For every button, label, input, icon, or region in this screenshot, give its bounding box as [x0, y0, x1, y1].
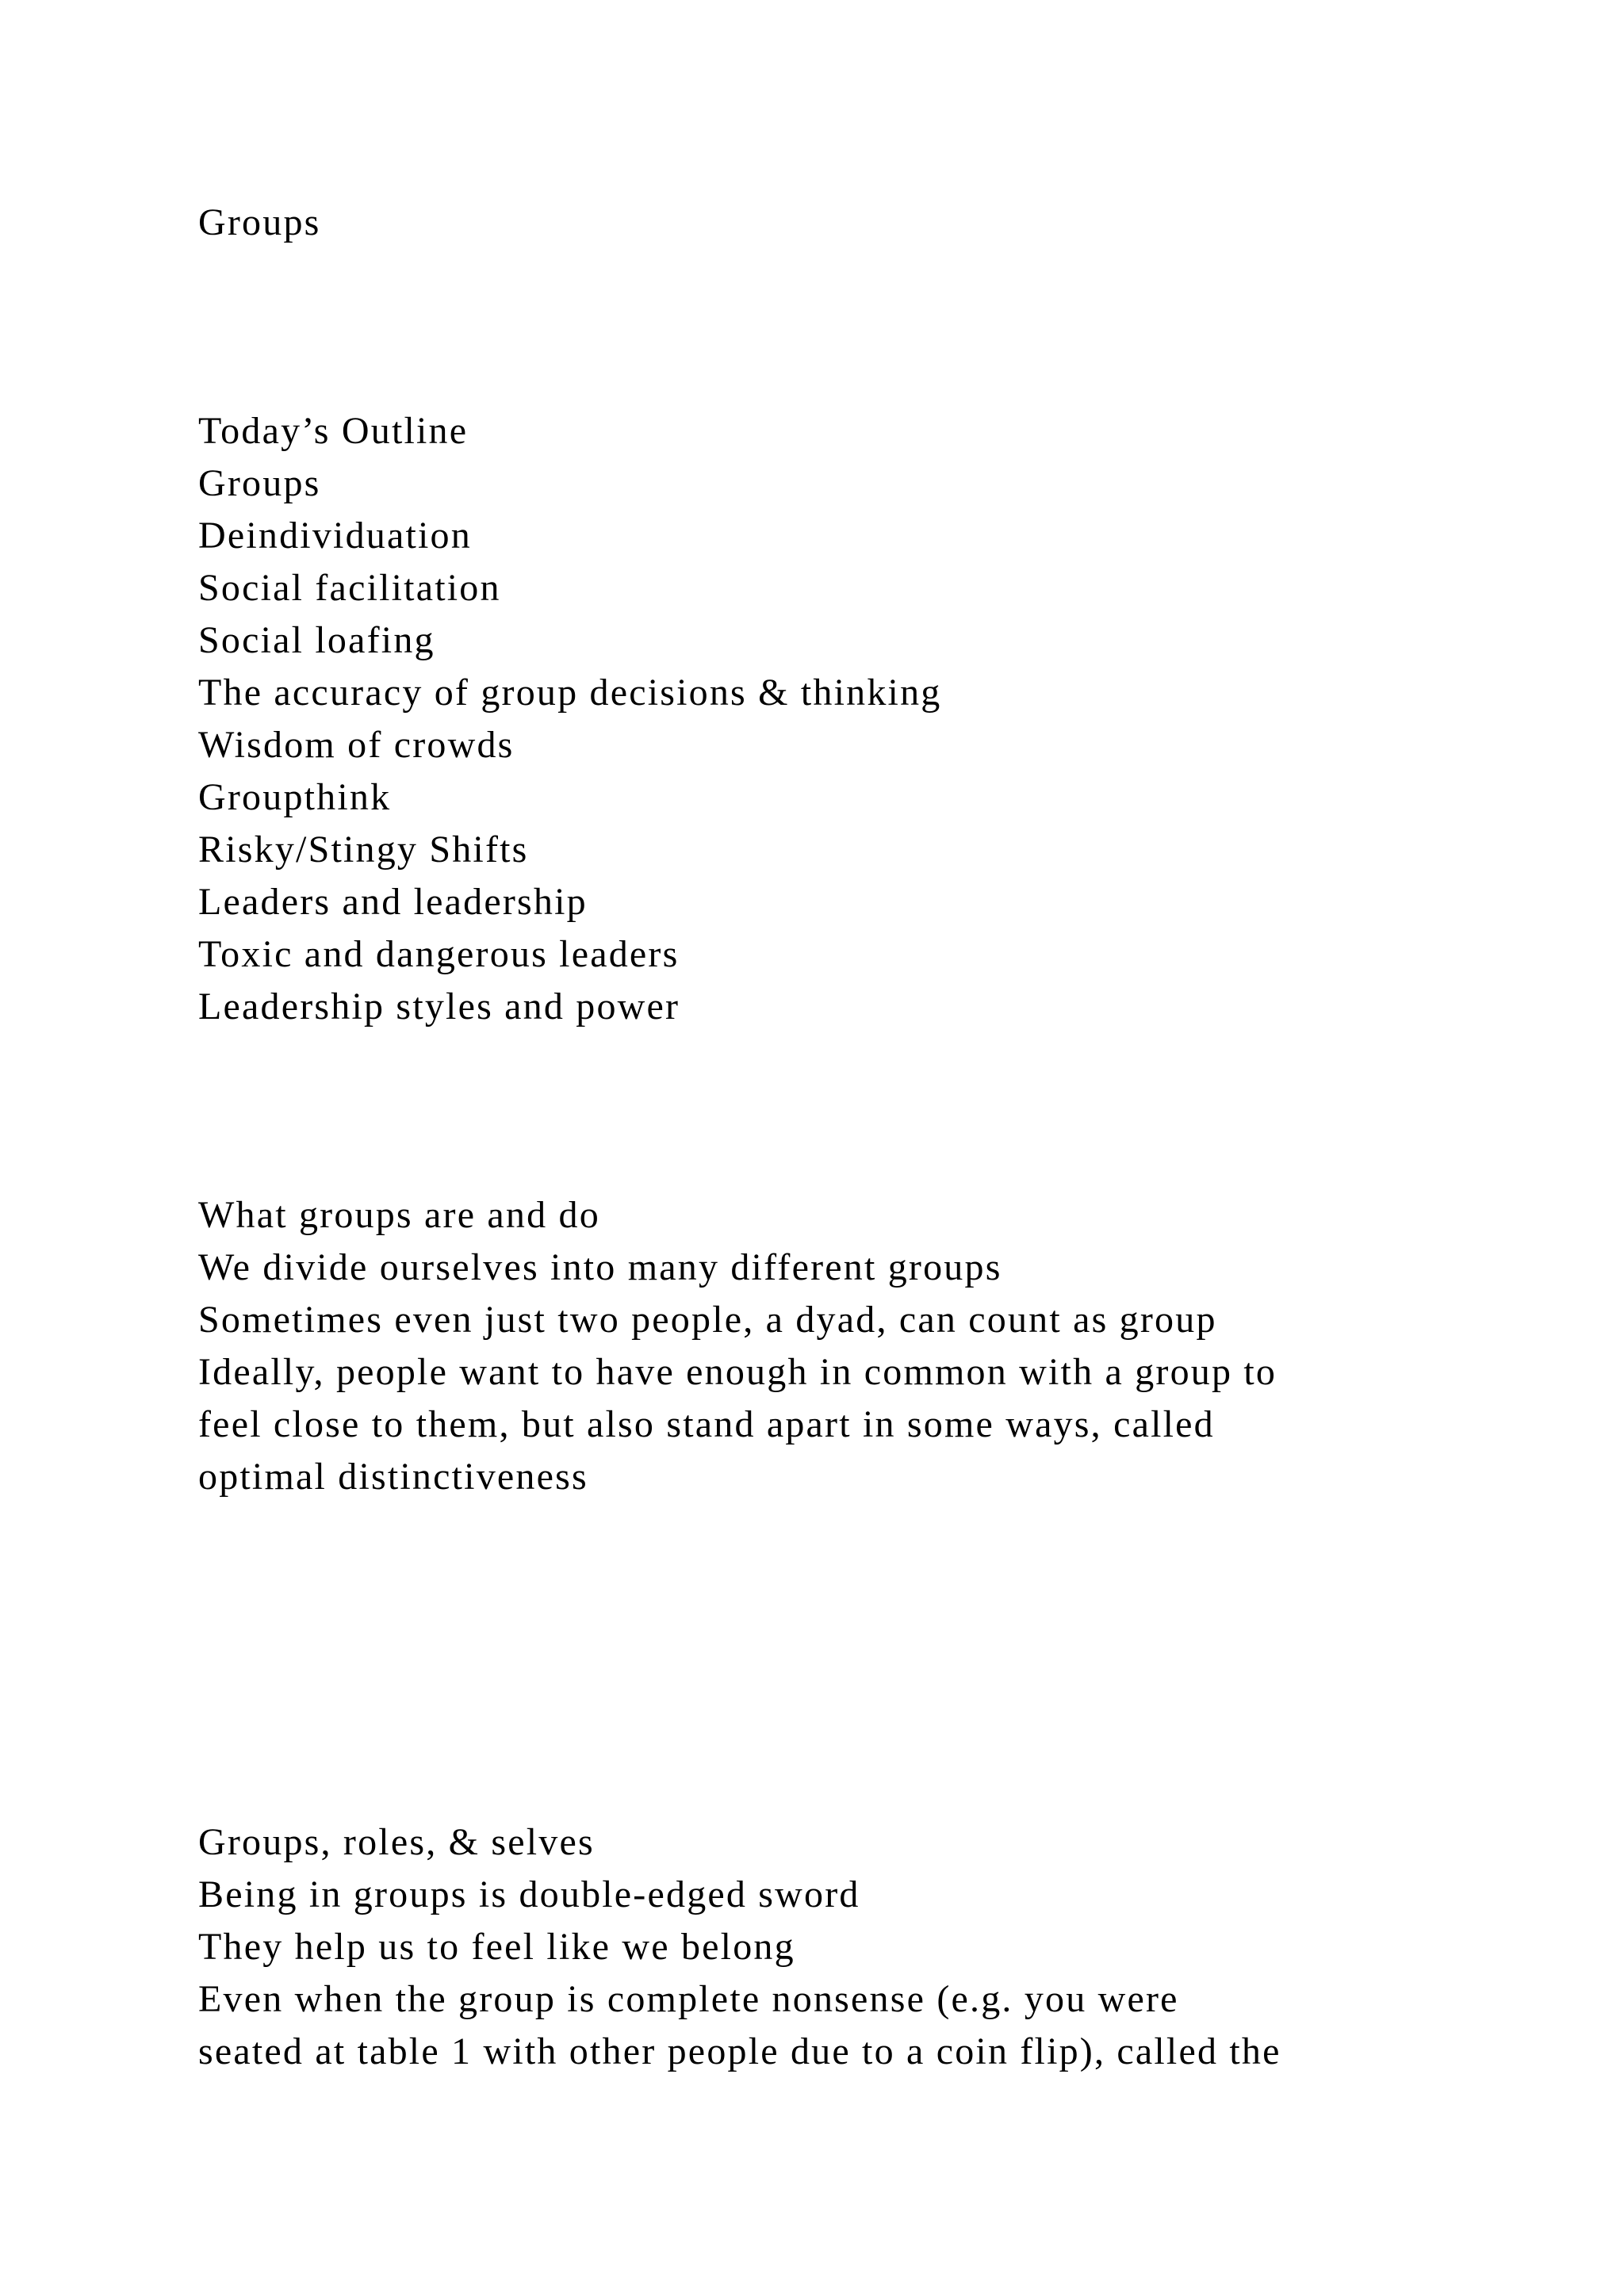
body-line: seated at table 1 with other people due to a coin flip), called the	[198, 2030, 1281, 2072]
body-line: Ideally, people want to have enough in common with a group to	[198, 1351, 1277, 1393]
outline-item: Social loafing	[198, 619, 435, 661]
outline-item: Groups	[198, 462, 321, 504]
body-line: feel close to them, but also stand apart in some ways, called	[198, 1403, 1215, 1445]
outline-item: Toxic and dangerous leaders	[198, 933, 680, 975]
body-line: optimal distinctiveness	[198, 1456, 588, 1498]
outline-item: Leadership styles and power	[198, 985, 680, 1027]
body-line: They help us to feel like we belong	[198, 1926, 795, 1968]
outline-item: Leaders and leadership	[198, 881, 588, 923]
section-heading: Groups, roles, & selves	[198, 1821, 595, 1863]
body-line: Even when the group is complete nonsense (e.g. you were	[198, 1978, 1179, 2020]
document-title: Groups	[198, 201, 321, 243]
body-line: We divide ourselves into many different groups	[198, 1246, 1002, 1288]
outline-item: Risky/Stingy Shifts	[198, 828, 529, 871]
outline-item: Groupthink	[198, 776, 392, 818]
outline-item: The accuracy of group decisions & thinking	[198, 672, 942, 714]
section-heading: Today’s Outline	[198, 410, 469, 452]
section-heading: What groups are and do	[198, 1194, 600, 1236]
outline-item: Wisdom of crowds	[198, 724, 515, 766]
body-line: Being in groups is double-edged sword	[198, 1873, 860, 1915]
outline-item: Deindividuation	[198, 515, 472, 557]
body-line: Sometimes even just two people, a dyad, can count as group	[198, 1299, 1217, 1341]
outline-item: Social facilitation	[198, 567, 501, 609]
